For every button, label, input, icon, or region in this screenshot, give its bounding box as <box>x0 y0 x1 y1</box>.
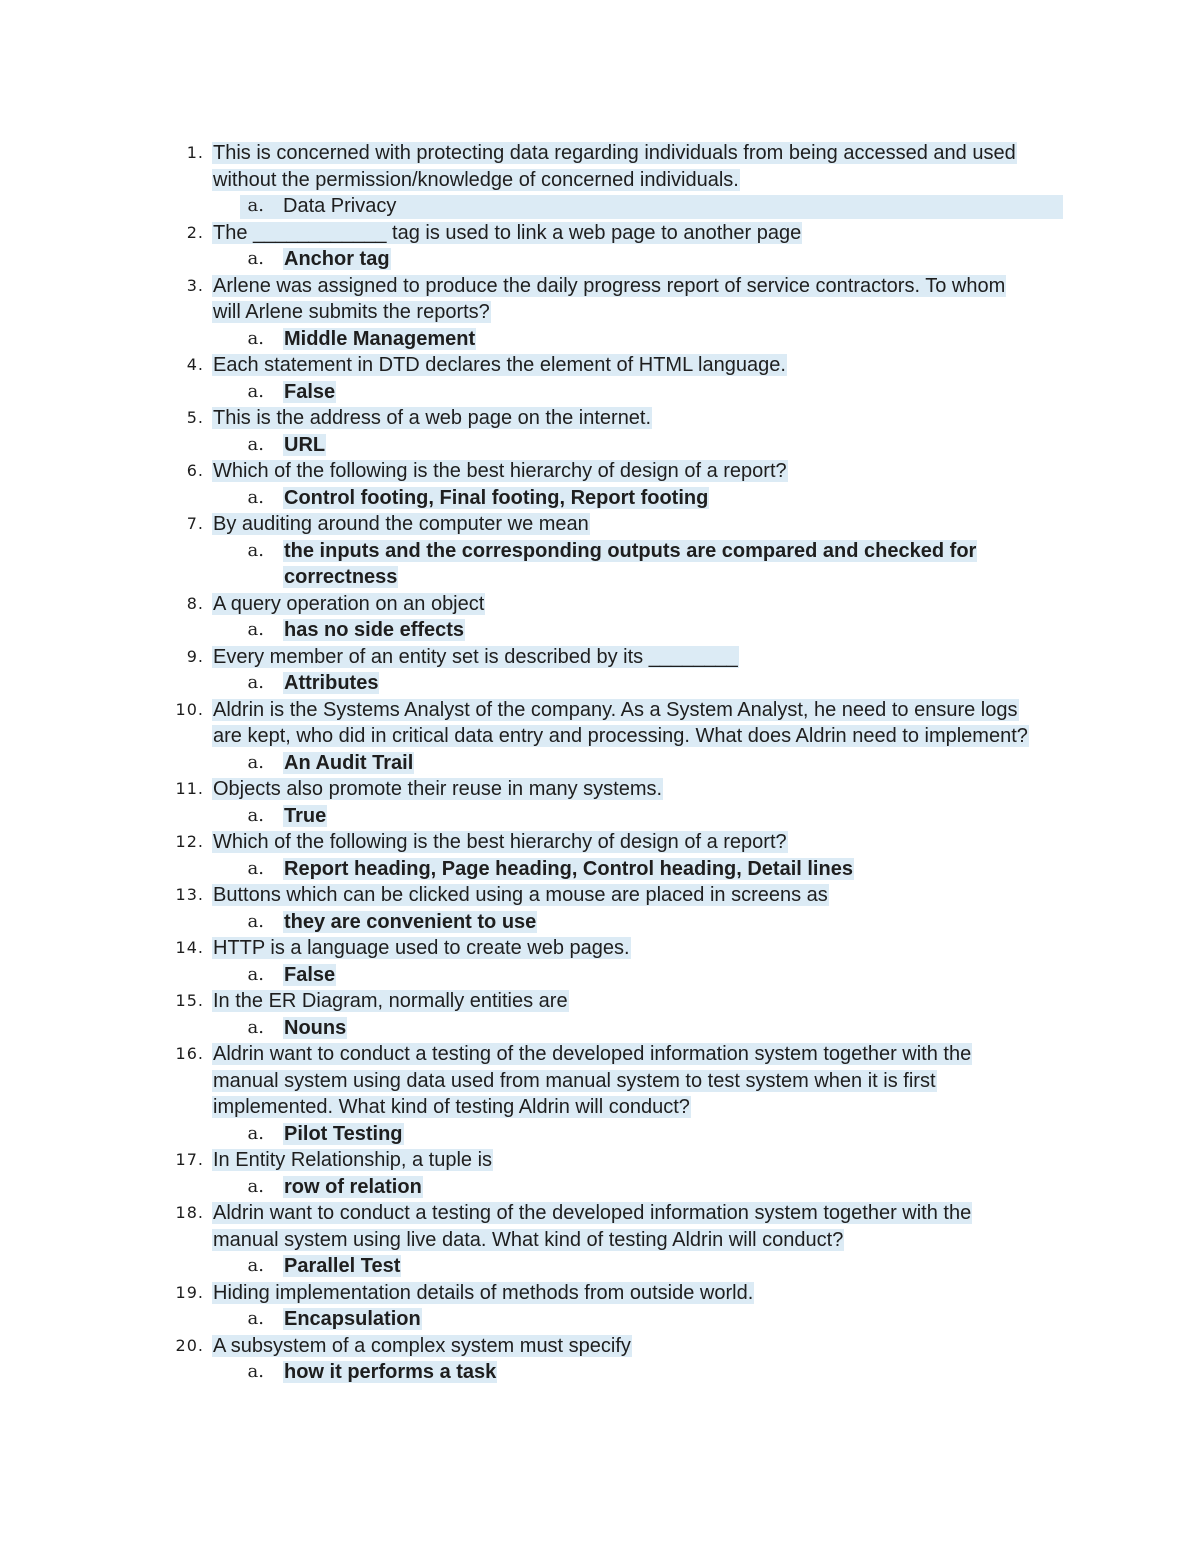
question-number: 15. <box>175 991 204 1010</box>
question-text <box>212 220 802 247</box>
answer-text-span: Nouns <box>284 1016 347 1039</box>
question-item <box>0 1333 1200 1386</box>
question-line <box>0 723 1200 750</box>
question-number: 14. <box>175 938 204 957</box>
answer-text-span: has no side effects <box>284 619 465 641</box>
answer-text-span: Control footing, Final footing, Report footing <box>284 486 709 509</box>
answer-text <box>283 193 396 220</box>
answer-letter: a. <box>247 539 264 561</box>
question-number: 12. <box>175 832 204 851</box>
answer-text-span: Data Privacy <box>283 195 397 217</box>
answer-text-span: False <box>284 963 336 986</box>
answer-line <box>0 1174 1200 1201</box>
question-text-span: In the ER Diagram, normally entities are <box>213 990 568 1012</box>
answer-text-span: correctness <box>284 566 398 588</box>
answer-letter: a. <box>247 857 264 879</box>
question-line <box>0 644 1200 671</box>
answer-letter: a. <box>247 1308 264 1329</box>
question-text <box>212 935 631 962</box>
answer-text <box>283 1253 401 1280</box>
question-number: 9. <box>186 646 204 666</box>
answer-letter: a. <box>247 327 264 349</box>
question-number: 13. <box>175 885 204 904</box>
answer-letter: a. <box>247 195 264 216</box>
answer-text <box>283 803 327 830</box>
answer-line <box>0 750 1200 777</box>
answer-letter: a. <box>247 1255 264 1276</box>
question-text-span: A subsystem of a complex system must specify <box>213 1334 631 1357</box>
question-text <box>212 644 739 671</box>
answer-line <box>0 193 1200 220</box>
question-text <box>212 1147 493 1174</box>
answer-line <box>0 856 1200 883</box>
question-text-span: Aldrin want to conduct a testing of the developed information system together with the <box>213 1202 972 1224</box>
question-item <box>0 935 1200 988</box>
answer-text <box>283 909 537 936</box>
answer-text-span: An Audit Trail <box>284 751 414 774</box>
answer-letter: a. <box>247 963 264 985</box>
question-line <box>0 1147 1200 1174</box>
question-text-span: implemented. What kind of testing Aldrin will conduct? <box>213 1096 690 1118</box>
answer-line <box>0 326 1200 353</box>
answer-text <box>283 1359 497 1386</box>
question-item <box>0 458 1200 511</box>
answer-line <box>0 1253 1200 1280</box>
question-line <box>0 697 1200 724</box>
answer-text <box>283 564 398 591</box>
answer-line <box>0 1306 1200 1333</box>
question-text-span: Aldrin is the Systems Analyst of the company. As a System Analyst, he need to ensure logs <box>213 698 1018 721</box>
question-text-span: manual system using data used from manual system to test system when it is first <box>213 1069 936 1092</box>
answer-line <box>0 670 1200 697</box>
question-text <box>212 458 788 485</box>
answer-letter: a. <box>247 248 264 269</box>
question-item <box>0 273 1200 353</box>
question-line <box>0 776 1200 803</box>
question-text-span: Aldrin want to conduct a testing of the developed information system together with the <box>213 1043 972 1065</box>
question-line <box>0 935 1200 962</box>
answer-letter: a. <box>247 672 264 693</box>
question-number: 6. <box>186 461 204 480</box>
question-item <box>0 988 1200 1041</box>
question-item <box>0 829 1200 882</box>
question-text-span: are kept, who did in critical data entry and processing. What does Aldrin need to implement? <box>213 725 1028 747</box>
question-item <box>0 511 1200 591</box>
answer-text <box>283 1174 423 1201</box>
question-line <box>0 140 1200 167</box>
question-text <box>212 167 740 194</box>
question-text <box>212 591 485 618</box>
answer-text <box>283 246 391 273</box>
question-text <box>212 1280 754 1307</box>
question-number: 16. <box>175 1044 204 1063</box>
answer-line <box>0 379 1200 406</box>
answer-text-span: False <box>284 380 336 403</box>
answer-text <box>283 326 476 353</box>
question-line <box>0 167 1200 194</box>
answer-text-span: Anchor tag <box>284 248 390 270</box>
question-text <box>212 299 491 326</box>
question-item <box>0 1280 1200 1333</box>
question-line <box>0 1333 1200 1360</box>
answer-line <box>0 485 1200 512</box>
question-text <box>212 352 787 379</box>
question-number: 7. <box>186 514 204 533</box>
question-number: 20. <box>175 1335 204 1355</box>
answer-letter: a. <box>247 486 264 508</box>
answer-letter: a. <box>247 619 264 640</box>
question-text-span: This is the address of a web page on the internet. <box>213 407 652 429</box>
question-text <box>212 140 1017 167</box>
question-line <box>0 405 1200 432</box>
answer-text-span: the inputs and the corresponding outputs are compared and checked for <box>284 539 977 562</box>
question-text-span: Hiding implementation details of methods from outside world. <box>213 1281 754 1304</box>
question-line <box>0 458 1200 485</box>
question-line <box>0 829 1200 856</box>
question-text <box>212 723 1029 750</box>
answer-letter: a. <box>247 1122 264 1144</box>
question-item <box>0 882 1200 935</box>
question-number: 11. <box>175 779 204 798</box>
answer-letter: a. <box>247 380 264 402</box>
answer-line <box>0 564 1200 591</box>
question-text-span: Objects also promote their reuse in many systems. <box>213 778 663 800</box>
question-line <box>0 1200 1200 1227</box>
answer-text-span: how it performs a task <box>284 1361 497 1383</box>
answer-text-span: Attributes <box>284 672 379 694</box>
question-item <box>0 405 1200 458</box>
question-item <box>0 776 1200 829</box>
question-text <box>212 405 652 432</box>
answer-text-span: Encapsulation <box>284 1308 421 1330</box>
question-text <box>212 829 788 856</box>
question-item <box>0 1200 1200 1280</box>
answer-text <box>283 1121 404 1148</box>
answer-text-span: True <box>284 804 327 827</box>
answer-text-span: URL <box>284 433 326 456</box>
answer-text <box>283 1306 422 1333</box>
question-item <box>0 140 1200 220</box>
question-number: 10. <box>175 699 204 719</box>
question-line <box>0 1227 1200 1254</box>
answer-text-span: they are convenient to use <box>284 910 537 933</box>
question-number: 17. <box>175 1150 204 1169</box>
question-number: 4. <box>186 355 204 374</box>
question-text <box>212 1333 632 1360</box>
question-text-span: will Arlene submits the reports? <box>213 301 490 323</box>
answer-text-span: Pilot Testing <box>284 1122 403 1145</box>
answer-text <box>283 1015 347 1042</box>
answer-text-span: row of relation <box>284 1175 422 1198</box>
question-item <box>0 591 1200 644</box>
question-line <box>0 1068 1200 1095</box>
question-text <box>212 1041 972 1068</box>
question-item <box>0 220 1200 273</box>
question-text <box>212 511 590 538</box>
question-number: 5. <box>186 408 204 427</box>
answer-letter: a. <box>247 1175 264 1197</box>
answer-line <box>0 909 1200 936</box>
question-number: 19. <box>175 1282 204 1302</box>
question-number: 1. <box>186 143 204 162</box>
answer-text <box>283 617 465 644</box>
answer-line <box>0 538 1200 565</box>
answer-letter: a. <box>247 433 264 455</box>
question-text-span: Arlene was assigned to produce the daily progress report of service contractors. To whom <box>213 274 1006 297</box>
question-text <box>212 776 663 803</box>
answer-letter: a. <box>247 910 264 932</box>
question-text-span: Buttons which can be clicked using a mouse are placed in screens as <box>213 884 828 906</box>
answer-text <box>283 670 379 697</box>
question-item <box>0 352 1200 405</box>
question-item <box>0 697 1200 777</box>
answer-line <box>0 1015 1200 1042</box>
question-line <box>0 988 1200 1015</box>
question-line <box>0 273 1200 300</box>
answer-letter: a. <box>247 1361 264 1382</box>
question-text <box>212 988 569 1015</box>
answer-line <box>0 617 1200 644</box>
answer-text <box>283 538 977 565</box>
question-text <box>212 882 829 909</box>
question-line <box>0 299 1200 326</box>
question-text-span: Every member of an entity set is described by its ________ <box>213 645 738 668</box>
answer-line <box>0 803 1200 830</box>
answer-text-span: Middle Management <box>284 327 476 350</box>
question-number: 18. <box>175 1203 204 1222</box>
question-text-span: manual system using live data. What kind of testing Aldrin will conduct? <box>213 1228 844 1251</box>
answer-text <box>283 962 336 989</box>
answer-text-span: Report heading, Page heading, Control heading, Detail lines <box>284 857 853 880</box>
answer-line <box>0 1121 1200 1148</box>
question-number: 8. <box>186 593 204 613</box>
answer-line <box>0 962 1200 989</box>
question-text <box>212 1227 844 1254</box>
question-text <box>212 273 1006 300</box>
answer-line <box>0 432 1200 459</box>
answer-text <box>283 432 326 459</box>
answer-text <box>283 379 336 406</box>
question-item <box>0 1041 1200 1147</box>
question-text-span: Which of the following is the best hierarchy of design of a report? <box>213 460 787 482</box>
question-text-span: In Entity Relationship, a tuple is <box>213 1149 493 1171</box>
question-text-span: without the permission/knowledge of concerned individuals. <box>213 168 739 191</box>
answer-text-span: Parallel Test <box>284 1255 401 1277</box>
question-line <box>0 1280 1200 1307</box>
question-text <box>212 1094 691 1121</box>
question-text <box>212 697 1019 724</box>
answer-letter: a. <box>247 804 264 826</box>
question-text-span: A query operation on an object <box>213 592 485 615</box>
answer-text <box>283 856 854 883</box>
question-text-span: This is concerned with protecting data regarding individuals from being accessed and used <box>213 142 1016 164</box>
question-text-span: Which of the following is the best hierarchy of design of a report? <box>213 831 787 853</box>
answer-text <box>283 750 414 777</box>
answer-line <box>0 1359 1200 1386</box>
question-item <box>0 1147 1200 1200</box>
question-number: 3. <box>186 275 204 295</box>
answer-text <box>283 485 709 512</box>
answer-letter: a. <box>247 1016 264 1038</box>
answer-line <box>0 246 1200 273</box>
question-item <box>0 644 1200 697</box>
question-number: 2. <box>186 222 204 242</box>
question-text <box>212 1068 937 1095</box>
question-line <box>0 882 1200 909</box>
question-text-span: The ____________ tag is used to link a web page to another page <box>213 221 802 244</box>
question-line <box>0 591 1200 618</box>
question-line <box>0 511 1200 538</box>
question-text-span: By auditing around the computer we mean <box>213 513 589 535</box>
question-text-span: Each statement in DTD declares the element of HTML language. <box>213 354 786 376</box>
question-line <box>0 220 1200 247</box>
question-line <box>0 352 1200 379</box>
answer-letter: a. <box>247 751 264 773</box>
question-text-span: HTTP is a language used to create web pages. <box>213 937 630 959</box>
question-list <box>0 140 1200 1386</box>
question-line <box>0 1094 1200 1121</box>
question-line <box>0 1041 1200 1068</box>
question-text <box>212 1200 972 1227</box>
